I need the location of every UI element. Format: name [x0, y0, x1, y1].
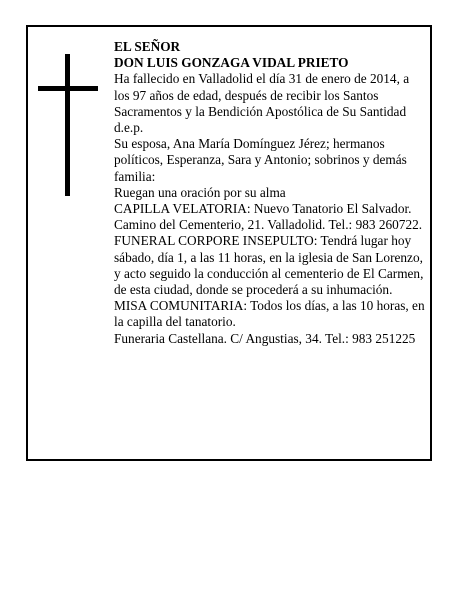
cross-vertical-bar: [65, 54, 70, 196]
title-honorific: EL SEÑOR: [114, 39, 181, 54]
cross-horizontal-bar: [38, 86, 98, 91]
deceased-name: DON LUIS GONZAGA VIDAL PRIETO: [114, 55, 349, 71]
mass-info: MISA COMUNITARIA: Todos los días, a las 10 horas, en la capilla del tanatorio.: [114, 298, 425, 330]
funeral-info: FUNERAL CORPORE INSEPULTO: Tendrá lugar hoy sábado, día 1, a las 11 horas, en la iglesia de San Lorenzo, y acto seguido la conducción al cementerio de El Carmen, de esta ciudad, donde se procederá a su inhumación.: [114, 233, 424, 298]
latin-cross-icon: [38, 54, 98, 196]
death-announcement: Ha fallecido en Valladolid el día 31 de enero de 2014, a los 97 años de edad, después de recibir los Santos Sacramentos y la Bendición Apostólica de Su Santidad d.e.p.: [114, 71, 410, 136]
wake-chapel-info: CAPILLA VELATORIA: Nuevo Tanatorio El Salvador. Camino del Cementerio, 21. Valladolid. Tel.: 983 260722.: [114, 201, 423, 233]
funeral-home-info: Funeraria Castellana. C/ Angustias, 34. Tel.: 983 251225: [114, 330, 416, 346]
obituary-text: [114, 39, 426, 347]
prayer-request: Ruegan una oración por su alma: [114, 184, 286, 200]
family-mourners: Su esposa, Ana María Domínguez Jérez; hermanos políticos, Esperanza, Sara y Antonio; sobrinos y demás familia:: [114, 136, 407, 184]
